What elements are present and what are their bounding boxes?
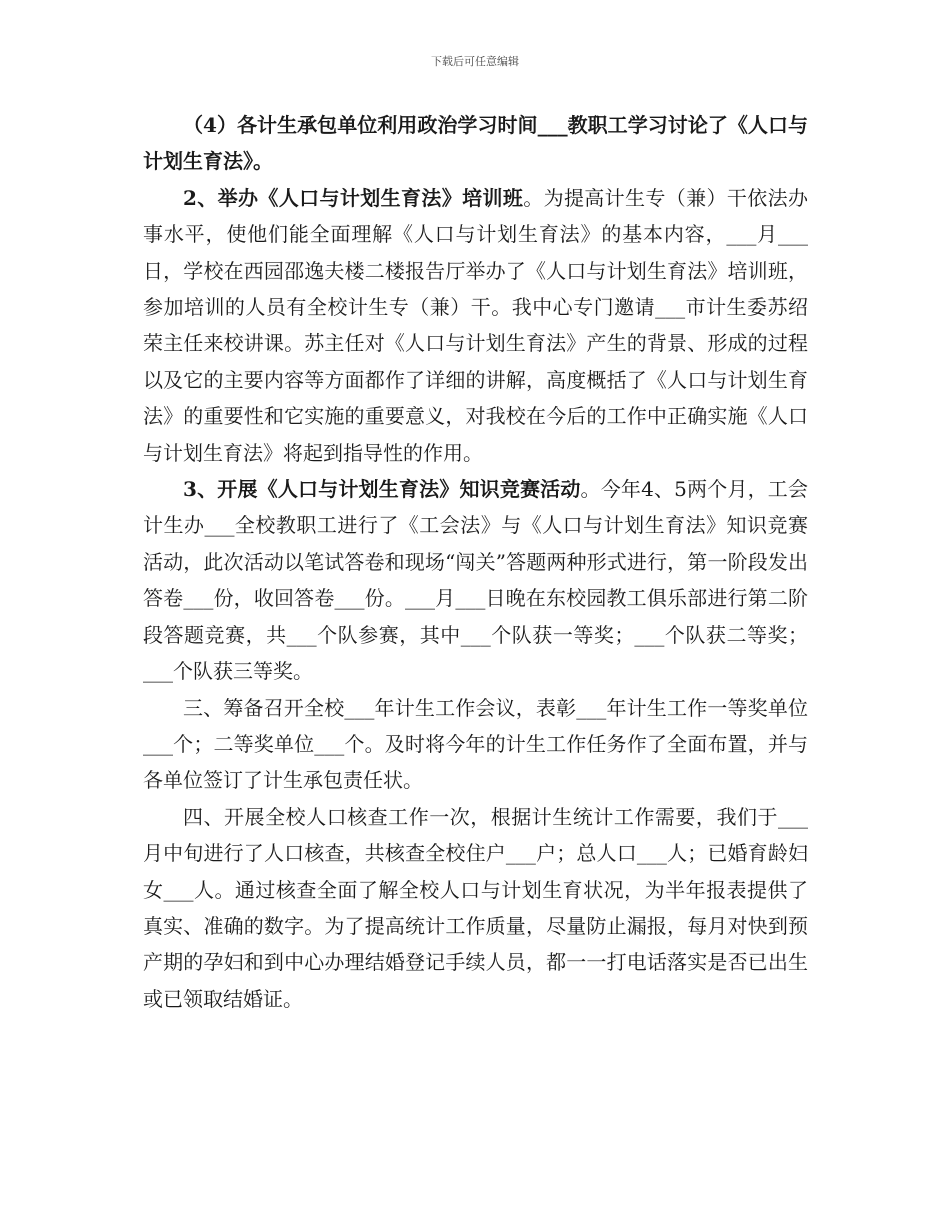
paragraph-meeting xyxy=(143,690,808,799)
paragraph-census-text: 四、开展全校人口核查工作一次，根据计生统计工作需要，我们于___月中旬进行了人口核查，共核查全校住户___户；总人口___人；已婚育龄妇女___人。通过核查全面了解全校人口与计划生育状况，为半年报表提供了真实、准确的数字。为了提高统计工作质量，尽量防止漏报，每月对快到预产期的孕妇和到中心办理结婚登记手续人员，都一一打电话落实是否已出生或已领取结婚证。 xyxy=(143,804,808,1011)
document-body xyxy=(143,107,808,1017)
paragraph-contest xyxy=(143,471,808,689)
paragraph-meeting-text: 三、筹备召开全校___年计生工作会议，表彰___年计生工作一等奖单位___个；二等奖单位___个。及时将今年的计生工作任务作了全面布置，并与各单位签订了计生承包责任状。 xyxy=(143,695,808,793)
paragraph-census xyxy=(143,799,808,1017)
paragraph-contest-text: 。今年4、5两个月，工会计生办___全校教职工进行了《工会法》与《人口与计划生育法》知识竞赛活动，此次活动以笔试答卷和现场“闯关”答题两种形式进行，第一阶段发出答卷___份，收回答卷___份。___月___日晚在东校园教工俱乐部进行第二阶段答题竞赛，共___个队参赛，其中___个队获一等奖；___个队获二等奖；___个队获三等奖。 xyxy=(143,477,808,684)
paragraph-training xyxy=(143,180,808,471)
paragraph-4-study xyxy=(143,107,808,180)
paragraph-contest-bold: 3、开展《人口与计划生育法》知识竞赛活动 xyxy=(183,477,581,502)
paragraph-4-bold: （4）各计生承包单位利用政治学习时间___教职工学习讨论了《人口与计划生育法》。 xyxy=(143,113,808,174)
paragraph-training-bold: 2、举办《人口与计划生育法》培训班 xyxy=(183,185,524,210)
page-header: 下载后可任意编辑 xyxy=(431,55,519,68)
paragraph-training-text: 。为提高计生专（兼）干依法办事水平，使他们能全面理解《人口与计划生育法》的基本内容，___月___日，学校在西园邵逸夫楼二楼报告厅举办了《人口与计划生育法》培训班，参加培训的人员有全校计生专（兼）干。我中心专门邀请___市计生委苏绍荣主任来校讲课。苏主任对《人口与计划生育法》产生的背景、形成的过程以及它的主要内容等方面都作了详细的讲解，高度概括了《人口与计划生育法》的重要性和它实施的重要意义，对我校在今后的工作中正确实施《人口与计划生育法》将起到指导性的作用。 xyxy=(143,185,809,465)
